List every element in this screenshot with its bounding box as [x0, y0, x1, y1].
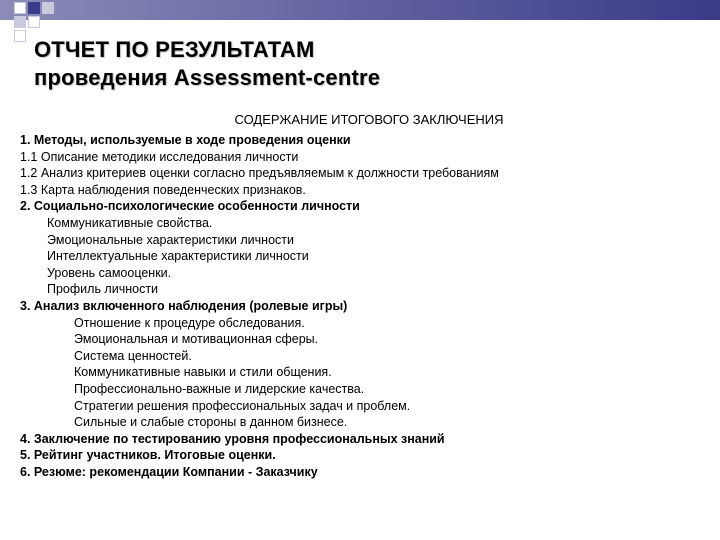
- contents-item: Профессионально-важные и лидерские качества.: [74, 381, 365, 396]
- decorative-top-band: [0, 0, 720, 20]
- contents-item: Коммуникативные навыки и стили общения.: [74, 365, 332, 380]
- contents-item: 1.2 Анализ критериев оценки согласно предъявляемым к должности требованиям: [20, 166, 499, 181]
- contents-item: Стратегии решения профессиональных задач и проблем.: [74, 398, 411, 413]
- contents-heading: СОДЕРЖАНИЕ ИТОГОВОГО ЗАКЛЮЧЕНИЯ: [234, 112, 504, 127]
- contents-section-heading: 3. Анализ включенного наблюдения (ролевые игры): [20, 298, 348, 313]
- contents-section-heading: 4. Заключение по тестированию уровня профессиональных знаний: [20, 431, 445, 446]
- contents-section-heading: 5. Рейтинг участников. Итоговые оценки.: [20, 448, 276, 463]
- contents-item: Эмоциональные характеристики личности: [47, 232, 294, 247]
- contents-item: Коммуникативные свойства.: [47, 215, 213, 230]
- contents-item: Эмоциональная и мотивационная сферы.: [74, 332, 319, 347]
- contents-item: Уровень самооценки.: [47, 265, 172, 280]
- contents-item: 1.1 Описание методики исследования личности: [20, 149, 299, 164]
- contents-item: Система ценностей.: [74, 348, 192, 363]
- contents-list: [20, 132, 700, 480]
- slide-title-line2: проведения Assessment-centre: [34, 65, 381, 90]
- contents-section-heading: 6. Резюме: рекомендации Компании - Заказчику: [20, 464, 318, 479]
- contents-section-heading: 2. Социально-психологические особенности личности: [20, 199, 360, 214]
- contents-item: Сильные и слабые стороны в данном бизнесе.: [74, 415, 348, 430]
- contents-item: Интеллектуальные характеристики личности: [47, 249, 309, 264]
- contents-item: Профиль личности: [47, 282, 159, 297]
- contents-item: Отношение к процедуре обследования.: [74, 315, 305, 330]
- slide-title-line1: ОТЧЕТ ПО РЕЗУЛЬТАТАМ: [34, 37, 315, 62]
- contents-section-heading: 1. Методы, используемые в ходе проведения оценки: [20, 133, 351, 147]
- contents-item: 1.3 Карта наблюдения поведенческих признаков.: [20, 182, 306, 197]
- report-contents: [20, 112, 700, 480]
